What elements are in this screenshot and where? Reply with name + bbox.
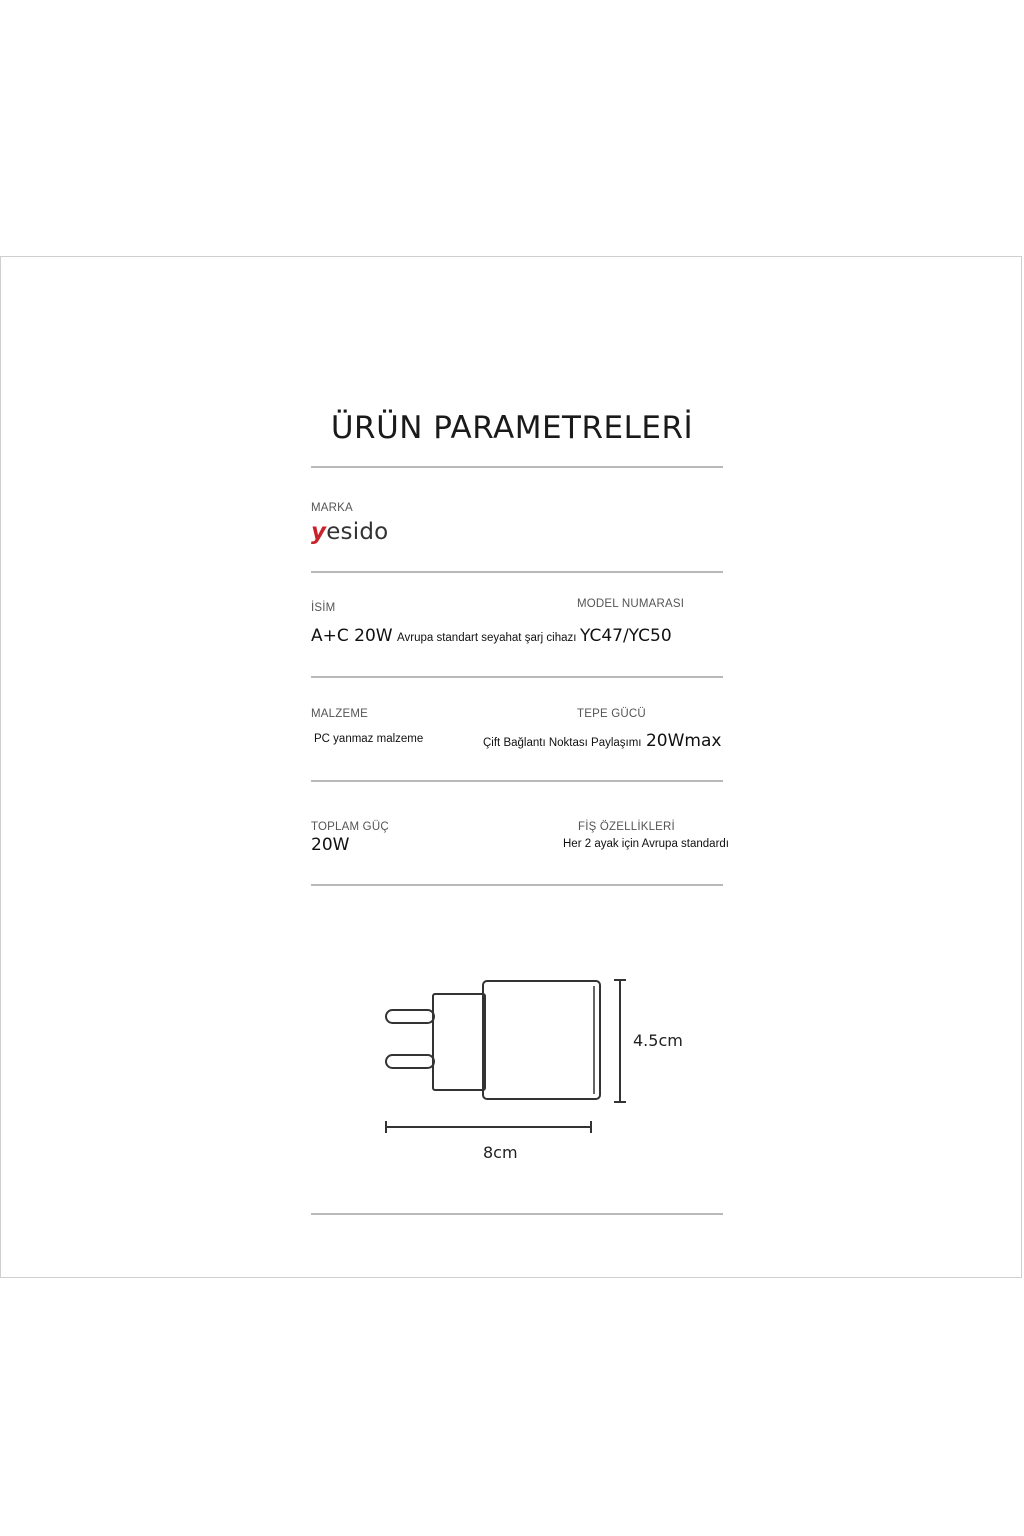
- plug-label: FİŞ ÖZELLİKLERİ: [578, 821, 675, 833]
- name-value-main: A+C 20W: [311, 626, 393, 646]
- width-dimension-label: 8cm: [483, 1143, 518, 1162]
- divider: [311, 1213, 723, 1215]
- material-label: MALZEME: [311, 708, 368, 720]
- height-dimension-label: 4.5cm: [633, 1031, 683, 1050]
- width-dimension-line: [386, 1121, 591, 1133]
- material-value: PC yanmaz malzeme: [314, 733, 424, 745]
- height-dimension-line: [614, 980, 626, 1102]
- plug-base: [433, 994, 485, 1090]
- total-power-value: 20W: [311, 835, 350, 855]
- model-label: MODEL NUMARASI: [577, 598, 685, 610]
- peak-power-label: TEPE GÜCÜ: [577, 708, 646, 720]
- brand-logo: yesido: [311, 519, 389, 545]
- brand-logo-rest: esido: [326, 519, 389, 545]
- brand-label: MARKA: [311, 502, 353, 514]
- plug-value: Her 2 ayak için Avrupa standardı: [563, 838, 729, 850]
- peak-power-sub: Çift Bağlantı Noktası Paylaşımı: [483, 737, 642, 749]
- plug-prong-top: [386, 1010, 434, 1023]
- name-value-sub: Avrupa standart seyahat şarj cihazı: [397, 632, 577, 644]
- name-label: İSİM: [311, 602, 336, 614]
- peak-power-main: 20Wmax: [645, 731, 722, 751]
- model-value: YC47/YC50: [580, 626, 672, 646]
- charger-body: [483, 981, 600, 1099]
- charger-outline: [386, 981, 600, 1099]
- total-power-label: TOPLAM GÜÇ: [311, 821, 389, 833]
- plug-prong-bottom: [386, 1055, 434, 1068]
- page-title: ÜRÜN PARAMETRELERİ: [330, 410, 694, 446]
